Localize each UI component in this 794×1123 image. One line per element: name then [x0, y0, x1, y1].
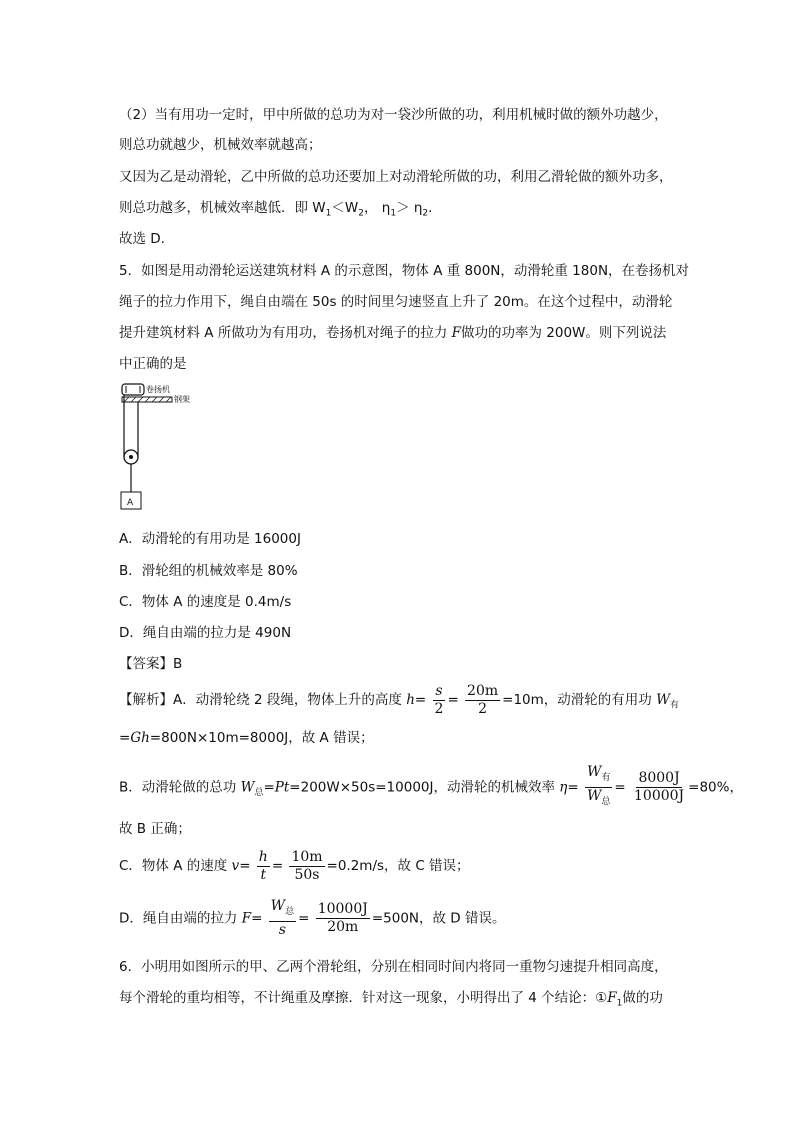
- block-a-label: A: [127, 498, 134, 508]
- q5-line-1: 5．如图是用动滑轮运送建筑材料 A 的示意图，物体 A 重 800N，动滑轮重 180N，在卷扬机对: [119, 263, 690, 279]
- analysis-d-line-1: D．绳自由端的拉力 F= $\frac{W_总}{s}$ = $\frac{10000J}{20m}$ =500N，故 D 错误。: [119, 898, 506, 938]
- fraction-h-over-t: $\frac{h}{t}$: [258, 848, 268, 883]
- q5-line-4: 中正确的是: [119, 356, 187, 372]
- pulley-figure: [117, 380, 207, 515]
- winch-icon: [122, 384, 144, 395]
- option-b: B．滑轮组的机械效率是 80%: [119, 563, 298, 579]
- prev-line-1: （2）当有用功一定时，甲中所做的总功为对一袋沙所做的功，利用机械时做的额外功越少，: [119, 107, 668, 123]
- option-a: A．动滑轮的有用功是 16000J: [119, 531, 301, 547]
- analysis-a-line-1: 【解析】A．动滑轮绕 2 段绳，物体上升的高度 h= $\frac{s}{2}$ = $\frac{20m}{2}$ =10m，动滑轮的有用功 $W_有$: [119, 682, 679, 717]
- analysis-b-line-2: 故 B 正确；: [119, 821, 191, 837]
- analysis-b-line-1: B．动滑轮做的总功 $W_总=Pt=200W\times 50s=10000J$，动滑轮的机械效率 η= $\frac{W_有}{W_总}$ = $\frac{8000J}{10000J}$ =80%，: [119, 764, 743, 813]
- steel-frame: [122, 397, 172, 402]
- prev-line-4: 则总功越多，机械效率越低．即 $W_1<W_2$， $\eta_1> \eta_2$.: [119, 200, 433, 219]
- prev-line-3: 又因为乙是动滑轮，乙中所做的总功还要加上对动滑轮所做的功，利用乙滑轮做的额外功多，: [119, 169, 673, 185]
- analysis-a-line-2: =Gh=800N×10m=8000J，故 A 错误；: [119, 730, 374, 746]
- q6-line-2: 每个滑轮的重均相等，不计绳重及摩擦．针对这一现象，小明得出了 4 个结论：$①F_1$做的功: [119, 990, 663, 1009]
- fraction-8000-over-10000: $\frac{8000J}{10000J}$: [634, 769, 685, 804]
- prev-line-5: 故选 D.: [119, 231, 165, 247]
- analysis-c-line-1: C．物体 A 的速度 v= $\frac{h}{t}$ = $\frac{10m}{50s}$ =0.2m/s，故 C 错误；: [119, 848, 470, 883]
- prev-line-2: 则总功就越少，机械效率就越高；: [119, 137, 322, 153]
- fraction-s-over-2: $\frac{s}{2}$: [434, 682, 444, 717]
- option-d: D．绳自由端的拉力是 490N: [119, 625, 292, 641]
- q6-line-1: 6．小明用如图所示的甲、乙两个滑轮组，分别在相同时间内将同一重物匀速提升相同高度，: [119, 959, 668, 975]
- option-c: C．物体 A 的速度是 0.4m/s: [119, 594, 292, 610]
- fraction-10000-over-20m: $\frac{10000J}{20m}$: [317, 900, 368, 935]
- fraction-10m-over-50s: $\frac{10m}{50s}$: [291, 848, 323, 883]
- winch-label: 卷扬机: [146, 385, 170, 394]
- fraction-w-useful-over-w-total: $\frac{W_有}{W_总}$: [586, 764, 611, 807]
- fraction-w-total-over-s: $\frac{W_总}{s}$: [270, 898, 295, 938]
- answer: 【答案】B: [119, 656, 183, 672]
- fraction-20m-over-2: $\frac{20m}{2}$: [467, 682, 499, 717]
- q5-line-2: 绳子的拉力作用下，绳自由端在 50s 的时间里匀速竖直上升了 20m。在这个过程中，动滑轮: [119, 294, 673, 310]
- frame-label: 钢架: [174, 395, 190, 404]
- movable-pulley-icon: [124, 450, 138, 467]
- q5-line-3: 提升建筑材料 A 所做功为有用功，卷扬机对绳子的拉力 F做功的功率为 200W。则下列说法: [119, 325, 667, 341]
